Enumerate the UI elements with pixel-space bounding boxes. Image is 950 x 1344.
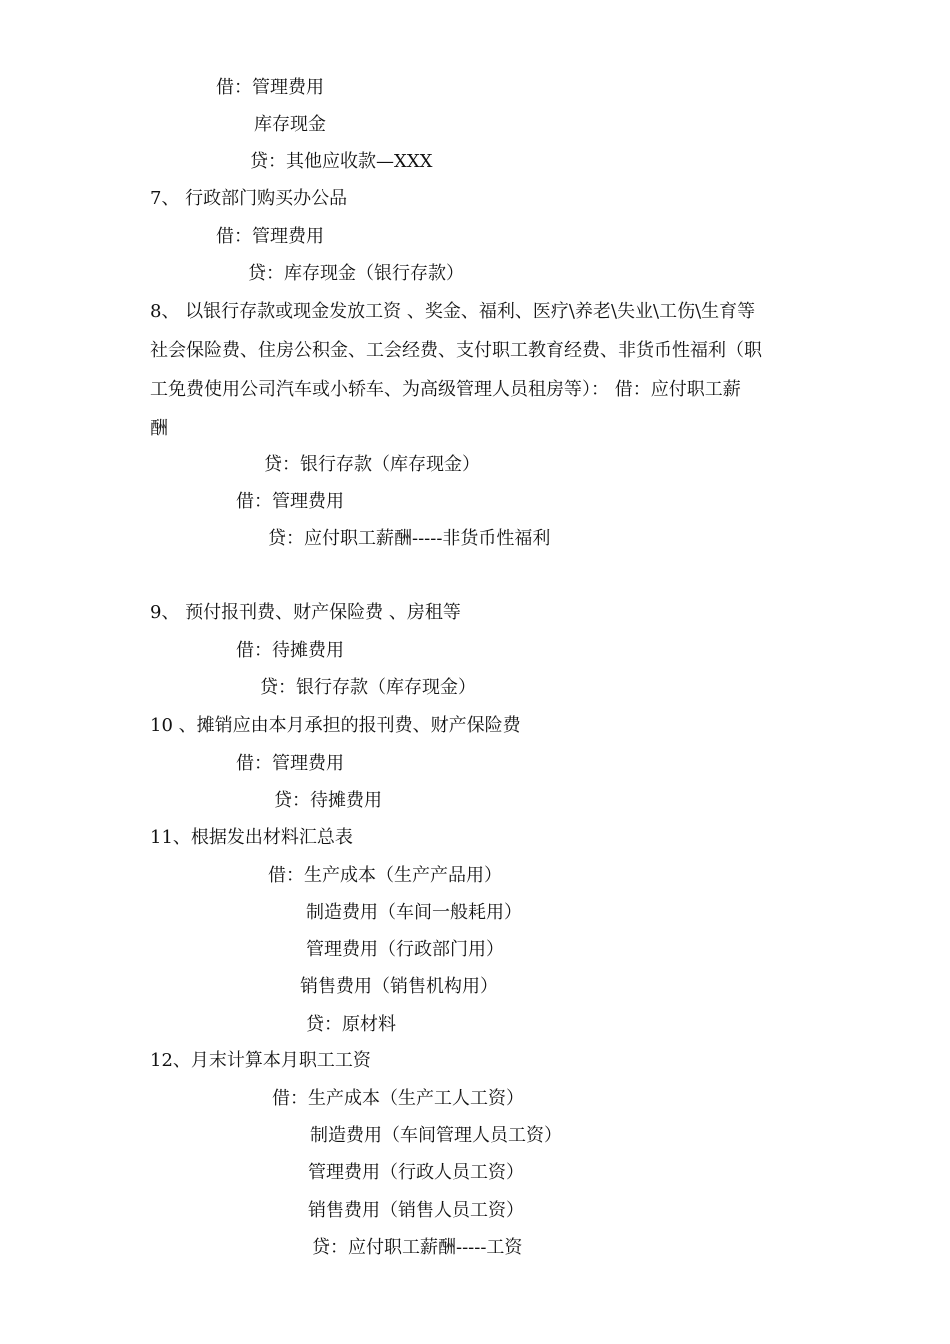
text-line: 制造费用（车间管理人员工资） (310, 1125, 562, 1146)
text-line: 制造费用（车间一般耗用） (306, 902, 522, 923)
text-line: 借：生产成本（生产工人工资） (272, 1088, 524, 1109)
text-line: 销售费用（销售机构用） (300, 976, 498, 997)
text-line: 管理费用（行政人员工资） (308, 1162, 524, 1183)
text-line: 9、 预付报刊费、财产保险费 、房租等 (150, 602, 461, 623)
text-line: 管理费用（行政部门用） (306, 939, 504, 960)
text-line: 8、 以银行存款或现金发放工资 、奖金、福利、医疗\养老\失业\工伤\生育等 (150, 301, 756, 322)
text-line: 贷：银行存款（库存现金） (264, 454, 480, 475)
text-line: 贷：应付职工薪酬-----工资 (312, 1237, 523, 1258)
text-line: 工免费使用公司汽车或小轿车、为高级管理人员租房等）： 借：应付职工薪 (150, 379, 741, 400)
text-line: 社会保险费、住房公积金、工会经费、支付职工教育经费、非货币性福利（职 (150, 340, 762, 361)
text-line: 借：管理费用 (236, 753, 344, 774)
text-line: 贷：原材料 (306, 1014, 396, 1035)
text-line: 借：生产成本（生产产品用） (268, 865, 502, 886)
text-line: 贷：待摊费用 (274, 790, 382, 811)
text-line: 酬 (150, 418, 168, 439)
text-line: 库存现金 (254, 114, 326, 135)
text-line: 贷：其他应收款—XXX (250, 151, 433, 172)
text-line: 销售费用（销售人员工资） (308, 1200, 524, 1221)
text-line: 借：待摊费用 (236, 640, 344, 661)
text-line: 10 、摊销应由本月承担的报刊费、财产保险费 (150, 715, 521, 736)
text-line: 贷：应付职工薪酬-----非货币性福利 (268, 528, 551, 549)
text-line: 贷：库存现金（银行存款） (248, 263, 464, 284)
text-line: 借：管理费用 (236, 491, 344, 512)
text-line: 11、根据发出材料汇总表 (150, 827, 353, 848)
text-line: 借：管理费用 (216, 77, 324, 98)
text-line: 7、 行政部门购买办公品 (150, 188, 348, 209)
text-line: 12、月末计算本月职工工资 (150, 1050, 371, 1071)
text-line: 贷：银行存款（库存现金） (260, 677, 476, 698)
text-line: 借：管理费用 (216, 226, 324, 247)
